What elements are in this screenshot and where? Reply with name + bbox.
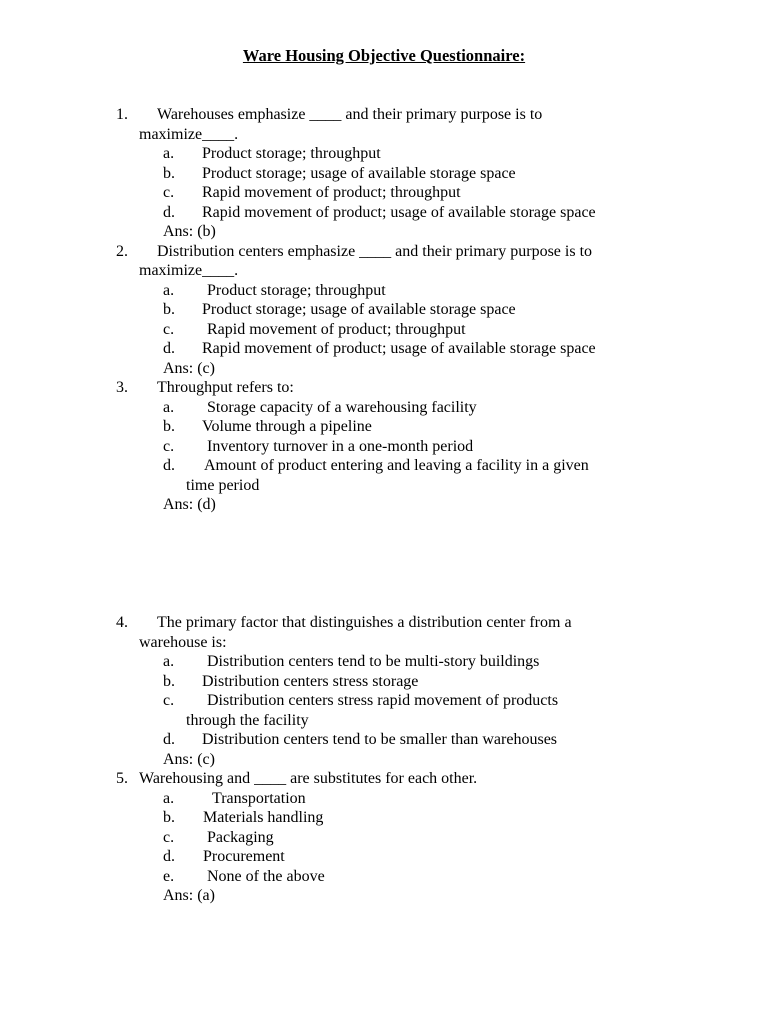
question-4-text-line-1: The primary factor that distinguishes a distribution center from a <box>157 614 572 631</box>
question-4-option-c-letter: c. <box>163 692 175 709</box>
question-1-option-c-text: Rapid movement of product; throughput <box>202 184 461 201</box>
question-1-option-c-letter: c. <box>163 184 175 201</box>
question-5-option-c-letter: c. <box>163 828 175 846</box>
question-5-option-d-text: Procurement <box>203 848 285 865</box>
question-5-option-e-text: None of the above <box>207 867 325 885</box>
question-2-option-c-letter: c. <box>163 320 175 338</box>
question-3-option-b-text: Volume through a pipeline <box>202 418 372 435</box>
question-2-option-b-letter: b. <box>163 301 175 318</box>
question-3-answer: Ans: (d) <box>163 496 216 513</box>
question-5-text-line-1: Warehousing and ____ are substitutes for each other. <box>139 770 478 787</box>
question-4-option-d-text: Distribution centers tend to be smaller than warehouses <box>202 731 558 748</box>
question-3-option-b-letter: b. <box>163 418 175 435</box>
question-1-text-line-2: maximize____. <box>139 125 239 143</box>
question-1-option-a-letter: a. <box>163 145 175 162</box>
document-title: Ware Housing Objective Questionnaire: <box>242 46 526 65</box>
question-3-option-a-letter: a. <box>163 398 175 416</box>
question-3-number: 3. <box>116 379 128 396</box>
question-2-option-d-text: Rapid movement of product; usage of available storage space <box>202 340 596 357</box>
question-5-option-d-letter: d. <box>163 848 175 865</box>
question-2-text-line-1: Distribution centers emphasize ____ and their primary purpose is to <box>157 242 593 260</box>
question-5-option-a-letter: a. <box>163 789 175 807</box>
question-1-text-line-1: Warehouses emphasize ____ and their primary purpose is to <box>157 106 543 123</box>
question-2-option-a-letter: a. <box>163 281 175 299</box>
question-5-option-b-text: Materials handling <box>203 809 324 826</box>
question-1-option-b-text: Product storage; usage of available storage space <box>202 164 516 182</box>
question-4-option-c-text-line-2: through the facility <box>186 711 309 729</box>
question-1-number: 1. <box>116 106 128 123</box>
question-4-option-c-text-line-1: Distribution centers stress rapid movement of products <box>207 692 559 709</box>
question-3-option-d-text-line-1: Amount of product entering and leaving a facility in a given <box>204 457 589 474</box>
question-5-number: 5. <box>116 770 128 787</box>
question-2-option-b-text: Product storage; usage of available storage space <box>202 301 516 318</box>
question-3-option-c-letter: c. <box>163 437 175 455</box>
question-4-option-d-letter: d. <box>163 731 175 748</box>
question-3-option-c-text: Inventory turnover in a one-month period <box>207 437 474 455</box>
question-4-option-b-letter: b. <box>163 672 175 690</box>
question-4-answer: Ans: (c) <box>163 750 215 768</box>
question-3-text-line-1: Throughput refers to: <box>157 379 294 396</box>
question-1-option-d-letter: d. <box>163 203 175 221</box>
question-1-option-a-text: Product storage; throughput <box>202 145 381 162</box>
question-1-option-b-letter: b. <box>163 164 175 182</box>
question-5-answer: Ans: (a) <box>163 887 215 904</box>
question-3-option-d-text-line-2: time period <box>186 476 260 494</box>
question-2-number: 2. <box>116 242 128 260</box>
question-4-option-a-text: Distribution centers tend to be multi-story buildings <box>207 653 540 670</box>
question-2-option-a-text: Product storage; throughput <box>207 281 386 299</box>
question-4-text-line-2: warehouse is: <box>139 633 227 651</box>
question-5-option-a-text: Transportation <box>212 789 306 807</box>
question-1-option-d-text: Rapid movement of product; usage of available storage space <box>202 203 596 221</box>
question-3-option-d-letter: d. <box>163 457 175 474</box>
question-5-option-c-text: Packaging <box>207 828 274 846</box>
question-4-option-b-text: Distribution centers stress storage <box>202 672 419 690</box>
question-5-option-b-letter: b. <box>163 809 175 826</box>
question-2-answer: Ans: (c) <box>163 359 215 377</box>
question-2-option-c-text: Rapid movement of product; throughput <box>207 320 466 338</box>
question-1-answer: Ans: (b) <box>163 223 216 240</box>
question-4-option-a-letter: a. <box>163 653 175 670</box>
question-3-option-a-text: Storage capacity of a warehousing facility <box>207 398 477 416</box>
question-2-text-line-2: maximize____. <box>139 262 239 279</box>
question-2-option-d-letter: d. <box>163 340 175 357</box>
question-5-option-e-letter: e. <box>163 867 175 885</box>
question-4-number: 4. <box>116 614 128 631</box>
